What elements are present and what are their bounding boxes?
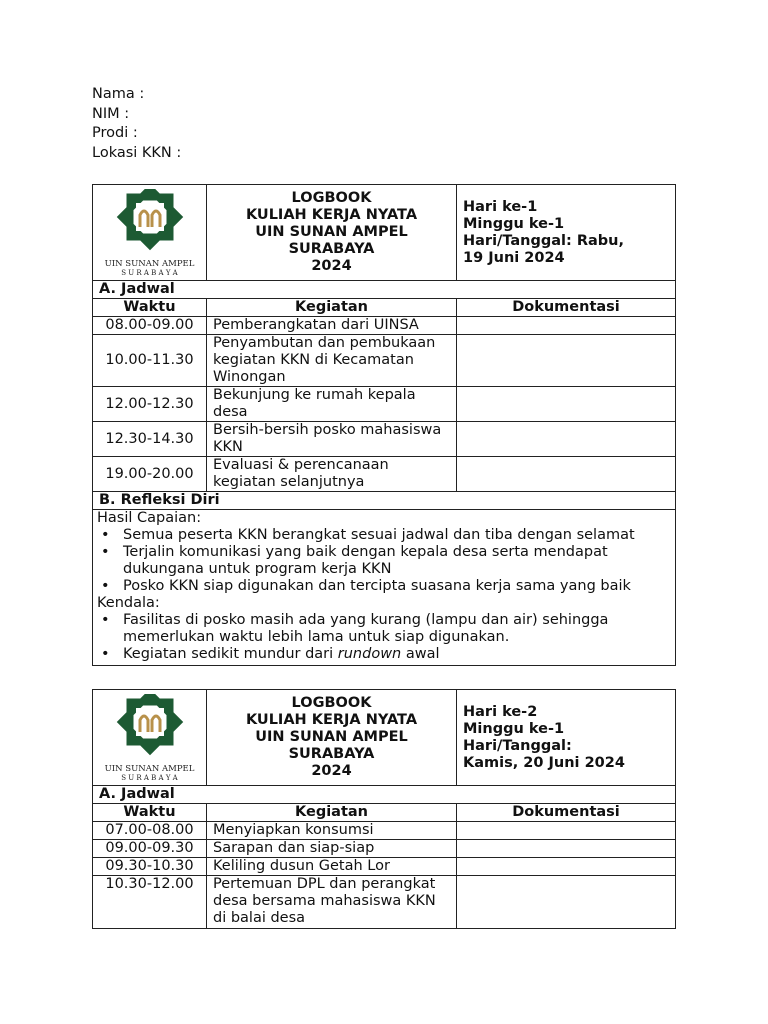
column-header: Kegiatan [207, 299, 457, 317]
refleksi-content [93, 510, 676, 666]
day-info-line: Hari ke-2 [463, 703, 538, 720]
nama-label: Nama : [92, 86, 145, 102]
day-info-line: Kamis, 20 Juni 2024 [463, 754, 625, 771]
table-row [93, 387, 676, 422]
dokumentasi-cell[interactable] [457, 876, 676, 929]
waktu-cell: 09.30-10.30 [93, 858, 207, 876]
section-refleksi: B. Refleksi Diri [93, 492, 676, 510]
hasil-item: • Posko KKN siap digunakan dan tercipta suasana kerja sama yang baik [97, 578, 671, 595]
kendala-label: Kendala: [97, 595, 160, 611]
logbook-table [92, 184, 676, 666]
table-row [93, 457, 676, 492]
day-info-line: Minggu ke-1 [463, 720, 565, 737]
nim-label: NIM : [92, 105, 130, 122]
logo-cell [93, 185, 207, 281]
kendala-italic: rundown [337, 646, 402, 662]
title-line: 2024 [311, 258, 352, 274]
column-header: Waktu [93, 299, 207, 317]
kegiatan-cell: Pertemuan DPL dan perangkat desa bersama mahasiswa KKN di balai desa [207, 876, 457, 929]
title-line: KULIAH KERJA NYATA [245, 207, 418, 223]
table-row [93, 422, 676, 457]
dokumentasi-cell[interactable] [457, 840, 676, 858]
kegiatan-cell: Evaluasi & perencanaan kegiatan selanjutnya [207, 457, 457, 492]
logo-text: UIN SUNAN AMPEL [104, 763, 195, 774]
title-line: SURABAYA [288, 746, 375, 762]
dokumentasi-cell[interactable] [457, 457, 676, 492]
kegiatan-cell: Keliling dusun Getah Lor [207, 858, 457, 876]
logo-cell [93, 690, 207, 786]
day-info-line: 19 Juni 2024 [463, 249, 565, 266]
column-header: Kegiatan [207, 804, 457, 822]
logbook-title [207, 690, 457, 786]
kegiatan-cell: Menyiapkan konsumsi [207, 822, 457, 840]
logbook-table [92, 689, 676, 929]
day-info-line: Hari/Tanggal: [463, 737, 572, 754]
logbook-title [207, 185, 457, 281]
title-line: LOGBOOK [291, 190, 372, 206]
kegiatan-cell: Bersih-bersih posko mahasiswa KKN [207, 422, 457, 457]
logo-subtext: S U R A B A Y A [121, 268, 178, 277]
waktu-cell: 10.30-12.00 [93, 876, 207, 929]
table-row [93, 317, 676, 335]
kegiatan-cell: Pemberangkatan dari UINSA [207, 317, 457, 335]
title-line: LOGBOOK [291, 695, 372, 711]
day-info [457, 185, 676, 281]
student-info [92, 85, 181, 163]
title-line: SURABAYA [288, 241, 375, 257]
lokasi-label: Lokasi KKN : [92, 144, 182, 161]
dokumentasi-cell[interactable] [457, 387, 676, 422]
title-line: KULIAH KERJA NYATA [245, 712, 418, 728]
kendala-text: awal [401, 646, 440, 662]
kendala-item: • Fasilitas di posko masih ada yang kurang (lampu dan air) sehingga memerlukan waktu lebih lama untuk siap digunakan. [97, 612, 671, 646]
kegiatan-cell: Sarapan dan siap-siap [207, 840, 457, 858]
column-header: Waktu [93, 804, 207, 822]
kegiatan-cell: Penyambutan dan pembukaan kegiatan KKN di Kecamatan Winongan [207, 335, 457, 387]
day-info-line: Minggu ke-1 [463, 215, 565, 232]
hasil-item: • Semua peserta KKN berangkat sesuai jadwal dan tiba dengan selamat [97, 527, 671, 544]
dokumentasi-cell[interactable] [457, 422, 676, 457]
section-jadwal: A. Jadwal [93, 786, 676, 804]
hasil-item: • Terjalin komunikasi yang baik dengan kepala desa serta mendapat dukungana untuk program kerja KKN [97, 544, 671, 578]
dokumentasi-cell[interactable] [457, 317, 676, 335]
kegiatan-cell: Bekunjung ke rumah kepala desa [207, 387, 457, 422]
day-info-line: Hari/Tanggal: Rabu, [463, 232, 624, 249]
waktu-cell: 10.00-11.30 [93, 335, 207, 387]
waktu-cell: 12.30-14.30 [93, 422, 207, 457]
waktu-cell: 09.00-09.30 [93, 840, 207, 858]
table-row [93, 822, 676, 840]
table-row [93, 876, 676, 929]
logo-text: UIN SUNAN AMPEL [104, 258, 195, 269]
title-line: 2024 [311, 763, 352, 779]
section-jadwal: A. Jadwal [93, 281, 676, 299]
hasil-label: Hasil Capaian: [97, 510, 202, 526]
logo-subtext: S U R A B A Y A [121, 773, 178, 782]
column-header: Dokumentasi [457, 299, 676, 317]
kendala-text: Kegiatan sedikit mundur dari [123, 646, 338, 662]
prodi-label: Prodi : [92, 125, 138, 141]
waktu-cell: 07.00-08.00 [93, 822, 207, 840]
kendala-item [97, 646, 671, 663]
uinsa-logo-icon [110, 694, 190, 760]
table-row [93, 858, 676, 876]
column-header: Dokumentasi [457, 804, 676, 822]
waktu-cell: 19.00-20.00 [93, 457, 207, 492]
dokumentasi-cell[interactable] [457, 822, 676, 840]
table-row [93, 335, 676, 387]
day-info-line: Hari ke-1 [463, 198, 538, 215]
table-row [93, 840, 676, 858]
waktu-cell: 12.00-12.30 [93, 387, 207, 422]
title-line: UIN SUNAN AMPEL [255, 729, 408, 745]
day-info [457, 690, 676, 786]
title-line: UIN SUNAN AMPEL [255, 224, 408, 240]
dokumentasi-cell[interactable] [457, 335, 676, 387]
dokumentasi-cell[interactable] [457, 858, 676, 876]
uinsa-logo-icon [110, 189, 190, 255]
waktu-cell: 08.00-09.00 [93, 317, 207, 335]
